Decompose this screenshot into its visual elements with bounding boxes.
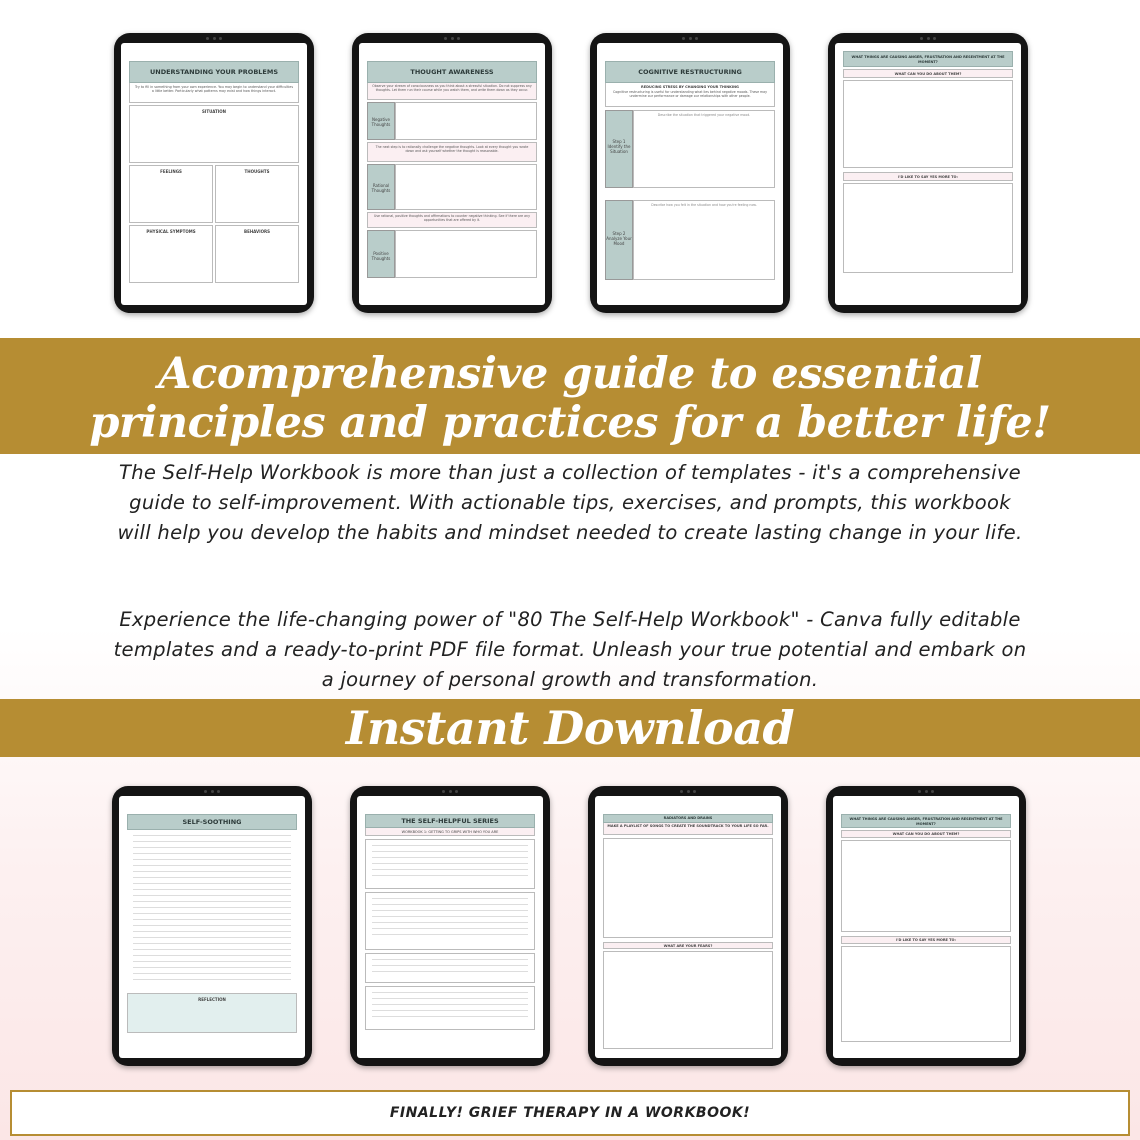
- tablet-thought-awareness: [352, 33, 552, 313]
- sheet-title: UNDERSTANDING YOUR PROBLEMS: [129, 61, 299, 83]
- sheet-note: The next step is to rationally challenge the negative thoughts. Look at every thought you wrote down and ask yourself whether the thought is reasonable.: [375, 145, 529, 153]
- label-say-yes-more: I'D LIKE TO SAY YES MORE TO:: [896, 938, 956, 942]
- sheet-title: COGNITIVE RESTRUCTURING: [605, 61, 775, 83]
- tablet-cognitive-restructuring: [590, 33, 790, 313]
- sheet-subtitle: WORKBOOK 1: GETTING TO GRIPS WITH WHO YOU ARE: [401, 830, 499, 834]
- label-what-can-you-do: WHAT CAN YOU DO ABOUT THEM?: [894, 72, 962, 76]
- instant-download-band: [0, 699, 1140, 757]
- sheet-title: SELF-SOOTHING: [127, 814, 297, 830]
- label-positive-thoughts: Positive Thoughts: [371, 251, 391, 261]
- label-physical-symptoms: PHYSICAL SYMPTOMS: [146, 229, 196, 234]
- sheet-subtitle: REDUCING STRESS BY CHANGING YOUR THINKING: [641, 85, 739, 89]
- label-reflection: REFLECTION: [198, 997, 226, 1002]
- label-fears: WHAT ARE YOUR FEARS?: [663, 944, 713, 948]
- tablet-self-helpful-series: [350, 786, 550, 1066]
- label-situation: SITUATION: [202, 109, 226, 114]
- label-thoughts: THOUGHTS: [244, 169, 270, 174]
- description-paragraph-2: Experience the life-changing power of "80 The Self-Help Workbook" - Canva fully editable templates and a ready-to-print PDF file format. Unleash your true potential and embark on a journey of personal growth and transformation.: [113, 608, 1027, 691]
- tablet-radiators-drains: [588, 786, 788, 1066]
- label-negative-thoughts: Negative Thoughts: [371, 117, 391, 127]
- tablet-understanding-problems: [114, 33, 314, 313]
- sheet-subtitle: Try to fill in something from your own experience. You may begin to understand your difficulties a little better. Particularly what patterns may exist and how things interact.: [134, 85, 294, 93]
- label-step-2: Step 2 Analyze Your Mood: [606, 231, 632, 246]
- label-what-can-you-do: WHAT CAN YOU DO ABOUT THEM?: [892, 832, 960, 836]
- headline-band: [0, 338, 1140, 454]
- sheet-title: THOUGHT AWARENESS: [367, 61, 537, 83]
- sheet-subtext: Cognitive restructuring is useful for understanding what lies behind negative moods. These may undermine our performance or damage our relationships with other people.: [612, 90, 768, 98]
- sheet-title: RADIATORS AND DRAINS: [603, 814, 773, 823]
- label-say-yes-more: I'D LIKE TO SAY YES MORE TO:: [898, 175, 958, 179]
- label-behaviors: BEHAVIORS: [244, 229, 270, 234]
- sheet-subtitle: Observe your stream of consciousness as you think about a stressful situation. Do not suppress any thoughts. Let them run their course while you watch them, and write them down as they occur.: [372, 84, 532, 92]
- headline-line-1: Acomprehensive guide to essential: [158, 349, 982, 399]
- tablet-self-soothing: [112, 786, 312, 1066]
- sheet-title: WHAT THINGS ARE CAUSING ANGER, FRUSTRATION AND RESENTMENT AT THE MOMENT?: [843, 51, 1013, 67]
- label-feelings: FEELINGS: [160, 169, 182, 174]
- footer-banner: FINALLY! GRIEF THERAPY IN A WORKBOOK!: [10, 1090, 1130, 1136]
- hint-step-1: Describe the situation that triggered your negative mood.: [657, 113, 751, 117]
- sheet-title: THE SELF-HELPFUL SERIES: [365, 814, 535, 828]
- sheet-subtitle: MAKE A PLAYLIST OF SONGS TO CREATE THE SOUNDTRACK TO YOUR LIFE SO FAR.: [607, 824, 769, 828]
- description-paragraph-1: The Self-Help Workbook is more than just a collection of templates - it's a comprehensive guide to self-improvement. With actionable tips, exercises, and prompts, this workbook will help you develop the habits and mindset needed to create lasting change in your life.: [117, 461, 1023, 544]
- sheet-note: Use rational, positive thoughts and affirmations to counter negative thinking. See if there are any opportunities that are offered by it.: [374, 214, 530, 222]
- hint-step-2: Describe how you felt in the situation and how you're feeling now.: [651, 203, 757, 207]
- instant-download-label: Instant Download: [345, 701, 795, 755]
- tablet-anger-frustration: [828, 33, 1028, 313]
- headline-line-2: principles and practices for a better life!: [89, 398, 1051, 448]
- label-rational-thoughts: Rational Thoughts: [371, 183, 391, 193]
- label-step-1: Step 1 Identify the Situation: [607, 139, 631, 154]
- headline: [0, 338, 1140, 448]
- tablet-anger-frustration-2: [826, 786, 1026, 1066]
- sheet-title: WHAT THINGS ARE CAUSING ANGER, FRUSTRATION AND RESENTMENT AT THE MOMENT?: [841, 814, 1011, 828]
